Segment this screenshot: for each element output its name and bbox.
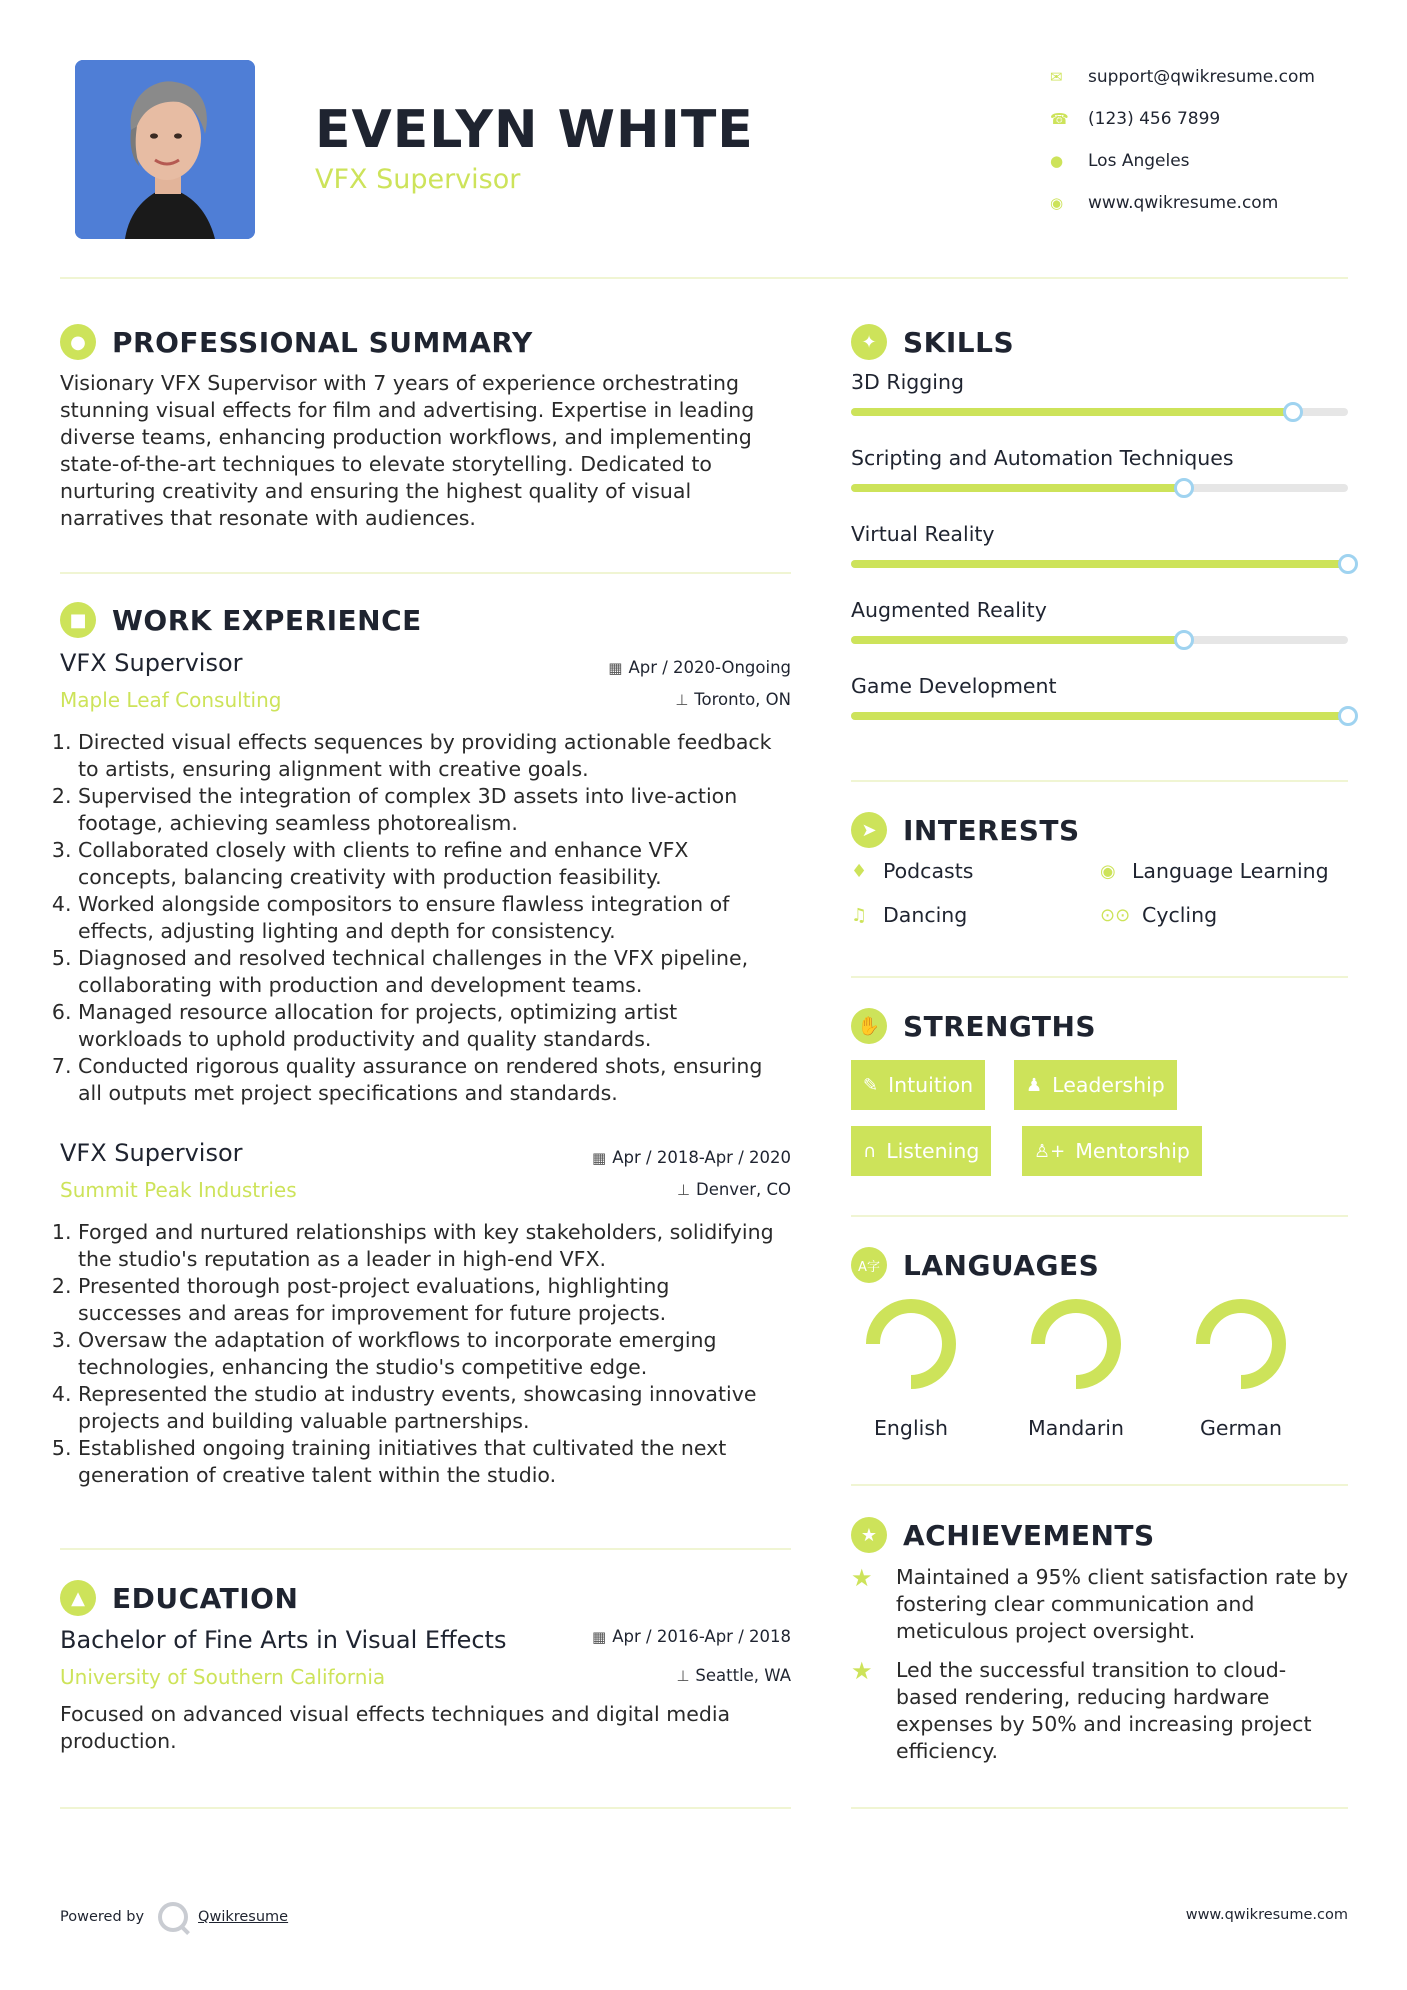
summary-title: PROFESSIONAL SUMMARY	[112, 325, 533, 359]
language-ring-arc	[873, 1306, 949, 1382]
microphone-icon: ♦	[851, 860, 868, 882]
education-dates-text: Apr / 2016-Apr / 2018	[612, 1627, 791, 1646]
list-item	[78, 783, 800, 837]
strength-tag	[1022, 1126, 1202, 1176]
skill-name: Virtual Reality	[851, 522, 995, 546]
list-item	[78, 1053, 800, 1107]
achievement-line: based rendering, reducing hardware	[896, 1685, 1270, 1709]
list-item	[78, 999, 800, 1053]
job-location	[675, 690, 791, 709]
contact-website-text: www.qwikresume.com	[1088, 193, 1279, 213]
language-ring-arc	[1203, 1306, 1279, 1382]
skill-knob	[1174, 478, 1194, 498]
skill-track	[851, 560, 1348, 568]
skill-item	[851, 370, 1348, 416]
achievement-line: Maintained a 95% client satisfaction rate by	[896, 1565, 1349, 1589]
bullet-line: to artists, ensuring alignment with creative goals.	[78, 757, 589, 781]
bullet-line: 5. Established ongoing training initiatives that cultivated the next	[78, 1436, 727, 1460]
strengths-heading	[851, 1008, 1096, 1044]
job-company: Summit Peak Industries	[60, 1178, 297, 1202]
summary-line: stunning visual effects for film and advertising. Expertise in leading	[60, 398, 755, 422]
contact-phone-text: (123) 456 7899	[1088, 109, 1221, 129]
education-location-text: Seattle, WA	[695, 1666, 791, 1685]
achievement-line: efficiency.	[896, 1739, 998, 1763]
list-item	[78, 729, 800, 783]
contact-email-text: support@qwikresume.com	[1088, 67, 1315, 87]
headphones-icon: ∩	[863, 1140, 877, 1162]
job-location	[677, 1180, 791, 1199]
job-title: VFX Supervisor	[60, 649, 243, 677]
job-bullets	[60, 729, 800, 1107]
footer-url[interactable]: www.qwikresume.com	[1185, 1907, 1348, 1923]
skill-fill	[851, 560, 1348, 568]
education-degree: Bachelor of Fine Arts in Visual Effects	[60, 1626, 507, 1654]
interest-item	[851, 903, 967, 927]
graduation-cap-icon: ▲	[60, 1580, 96, 1616]
bullet-line: technologies, enhancing the studio's competitive edge.	[78, 1355, 648, 1379]
bullet-line: 6. Managed resource allocation for projects, optimizing artist	[78, 1000, 678, 1024]
education-divider	[60, 1807, 791, 1809]
powered-by-label: Powered by	[60, 1909, 145, 1925]
achievement-text	[896, 1564, 1348, 1645]
skill-name: 3D Rigging	[851, 370, 965, 394]
strength-label: Listening	[886, 1139, 980, 1163]
bullet-line: 3. Oversaw the adaptation of workflows to incorporate emerging	[78, 1328, 717, 1352]
contact-location-text: Los Angeles	[1088, 151, 1190, 171]
magic-wand-icon: ✎	[863, 1074, 879, 1096]
list-item	[78, 1327, 800, 1381]
star-icon: ★	[851, 1564, 873, 1592]
list-item	[78, 837, 800, 891]
summary-line: nurturing creativity and ensuring the highest quality of visual	[60, 479, 692, 503]
calendar-icon: ▦	[592, 1149, 607, 1167]
language-ring	[1030, 1298, 1122, 1390]
list-item	[78, 891, 800, 945]
job-dates	[608, 658, 791, 677]
bullet-line: 3. Collaborated closely with clients to refine and enhance VFX	[78, 838, 689, 862]
bullet-line: generation of creative talent within the studio.	[78, 1463, 557, 1487]
qwikresume-logo-icon	[158, 1902, 188, 1932]
summary-line: Visionary VFX Supervisor with 7 years of experience orchestrating	[60, 371, 740, 395]
qwikresume-link[interactable]: Qwikresume	[198, 1909, 289, 1925]
languages-divider	[851, 1484, 1348, 1486]
list-item	[78, 945, 800, 999]
bullet-line: 1. Directed visual effects sequences by providing actionable feedback	[78, 730, 772, 754]
skills-title: SKILLS	[903, 325, 1015, 359]
education-description	[60, 1701, 800, 1755]
interests-title: INTERESTS	[903, 813, 1080, 847]
bullet-line: footage, achieving seamless photorealism.	[78, 811, 518, 835]
education-dates	[592, 1627, 791, 1646]
pushpin-icon: ⊥	[676, 1667, 690, 1685]
contact-website[interactable]	[1050, 182, 1315, 224]
skills-divider	[851, 780, 1348, 782]
skill-name: Augmented Reality	[851, 598, 1047, 622]
work-divider	[60, 1548, 791, 1550]
language-item	[1176, 1298, 1306, 1440]
summary-line: diverse teams, enhancing production workflows, and implementing	[60, 425, 752, 449]
summary-divider	[60, 572, 791, 574]
bullet-line: 2. Supervised the integration of complex 3D assets into live-action	[78, 784, 738, 808]
skill-knob	[1174, 630, 1194, 650]
achievement-line: fostering clear communication and	[896, 1592, 1255, 1616]
job-bullets	[60, 1219, 800, 1489]
bullet-line: the studio's reputation as a leader in high-end VFX.	[78, 1247, 607, 1271]
skill-fill	[851, 408, 1293, 416]
summary-line: state-of-the-art techniques to elevate storytelling. Dedicated to	[60, 452, 712, 476]
skills-heading	[851, 324, 1014, 360]
work-heading	[60, 602, 422, 638]
location-pin-icon: ●	[1050, 152, 1064, 170]
bullet-line: projects and building valuable partnerships.	[78, 1409, 530, 1433]
bullet-line: effects, adjusting lighting and depth for consistency.	[78, 919, 616, 943]
pushpin-icon: ⊥	[676, 1181, 690, 1199]
achievement-item	[851, 1657, 1351, 1765]
achievements-divider	[851, 1807, 1348, 1809]
interest-label: Cycling	[1142, 903, 1218, 927]
education-title: EDUCATION	[112, 1581, 299, 1615]
interest-label: Dancing	[883, 903, 968, 927]
language-item	[846, 1298, 976, 1440]
bullet-line: successes and areas for improvement for future projects.	[78, 1301, 667, 1325]
interest-item	[1100, 903, 1217, 927]
skill-item	[851, 522, 1348, 568]
contact-location	[1050, 140, 1315, 182]
education-location	[676, 1666, 791, 1685]
work-title: WORK EXPERIENCE	[112, 603, 422, 637]
list-item	[78, 1435, 800, 1489]
skill-name: Game Development	[851, 674, 1057, 698]
skill-item	[851, 674, 1348, 720]
education-school: University of Southern California	[60, 1665, 386, 1689]
education-line: production.	[60, 1729, 177, 1753]
job-dates	[592, 1148, 791, 1167]
footer-powered-by	[60, 1902, 288, 1932]
summary-text	[60, 370, 800, 532]
summary-heading	[60, 324, 533, 360]
skill-name: Scripting and Automation Techniques	[851, 446, 1234, 470]
contact-email[interactable]	[1050, 56, 1315, 98]
bullet-line: concepts, balancing creativity with production feasibility.	[78, 865, 662, 889]
hand-icon: ✋	[851, 1008, 887, 1044]
bullet-line: collaborating with production and development teams.	[78, 973, 643, 997]
strength-label: Intuition	[888, 1073, 974, 1097]
skill-track	[851, 712, 1348, 720]
skill-fill	[851, 712, 1348, 720]
job-location-text: Denver, CO	[695, 1180, 791, 1199]
skill-track	[851, 408, 1348, 416]
education-heading	[60, 1580, 298, 1616]
list-item	[78, 1273, 800, 1327]
skill-fill	[851, 636, 1184, 644]
envelope-icon: ✉	[1050, 68, 1063, 86]
skill-knob	[1338, 554, 1358, 574]
languages-heading	[851, 1247, 1099, 1283]
strength-label: Leadership	[1052, 1073, 1165, 1097]
list-item	[78, 1381, 800, 1435]
profile-photo	[75, 60, 255, 239]
candidate-title: VFX Supervisor	[315, 164, 521, 195]
achievements-heading	[851, 1517, 1155, 1553]
bullet-line: 1. Forged and nurtured relationships with key stakeholders, solidifying	[78, 1220, 774, 1244]
bullet-line: 5. Diagnosed and resolved technical challenges in the VFX pipeline,	[78, 946, 749, 970]
strength-tag	[851, 1060, 985, 1110]
skill-item	[851, 598, 1348, 644]
lightbulb-icon: ✦	[851, 324, 887, 360]
skill-track	[851, 484, 1348, 492]
job-dates-text: Apr / 2018-Apr / 2020	[612, 1148, 791, 1167]
job-company: Maple Leaf Consulting	[60, 688, 282, 712]
pushpin-icon: ⊥	[675, 691, 689, 709]
languages-title: LANGUAGES	[903, 1248, 1100, 1282]
achievement-line: Led the successful transition to cloud-	[896, 1658, 1287, 1682]
bullet-line: 4. Represented the studio at industry events, showcasing innovative	[78, 1382, 757, 1406]
users-icon: ♟	[1026, 1074, 1043, 1096]
skill-knob	[1338, 706, 1358, 726]
list-item	[78, 1219, 800, 1273]
bullet-line: 4. Worked alongside compositors to ensure flawless integration of	[78, 892, 730, 916]
interest-item	[1100, 859, 1329, 883]
language-ring	[1195, 1298, 1287, 1390]
job-title: VFX Supervisor	[60, 1139, 243, 1167]
bullet-line: workloads to uphold productivity and quality standards.	[78, 1027, 652, 1051]
skill-knob	[1283, 402, 1303, 422]
globe-icon: ◉	[1050, 194, 1064, 212]
achievement-item	[851, 1564, 1351, 1645]
star-icon: ★	[851, 1657, 873, 1685]
language-icon: A字	[851, 1247, 887, 1283]
header-divider	[60, 277, 1348, 279]
achievement-line: expenses by 50% and increasing project	[896, 1712, 1312, 1736]
job-dates-text: Apr / 2020-Ongoing	[628, 658, 791, 677]
star-badge-icon: ★	[851, 1517, 887, 1553]
achievement-line: meticulous project oversight.	[896, 1619, 1196, 1643]
bicycle-icon: ⊙⊙	[1100, 904, 1131, 926]
achievements-title: ACHIEVEMENTS	[903, 1518, 1155, 1552]
strength-tag	[851, 1126, 991, 1176]
contact-phone[interactable]	[1050, 98, 1315, 140]
bullet-line: all outputs met project specifications and standards.	[78, 1081, 618, 1105]
skill-fill	[851, 484, 1184, 492]
job-location-text: Toronto, ON	[694, 690, 791, 709]
interests-heading	[851, 812, 1080, 848]
achievement-text	[896, 1657, 1311, 1765]
briefcase-icon: ■	[60, 602, 96, 638]
language-name: German	[1199, 1416, 1283, 1440]
contact-list	[1050, 56, 1315, 224]
phone-icon: ☎	[1050, 110, 1069, 128]
strengths-title: STRENGTHS	[903, 1009, 1097, 1043]
interest-label: Language Learning	[1132, 859, 1329, 883]
language-ring	[865, 1298, 957, 1390]
education-line: Focused on advanced visual effects techniques and digital media	[60, 1702, 731, 1726]
strengths-divider	[851, 1215, 1348, 1217]
globe-icon: ◉	[1100, 860, 1116, 882]
candidate-name: EVELYN WHITE	[315, 100, 754, 160]
user-plus-icon: ♙+	[1034, 1140, 1066, 1162]
language-ring-arc	[1038, 1306, 1114, 1382]
language-item	[1011, 1298, 1141, 1440]
user-icon: ●	[60, 324, 96, 360]
calendar-icon: ▦	[608, 659, 623, 677]
summary-line: narratives that resonate with audiences.	[60, 506, 476, 530]
paper-plane-icon: ➤	[851, 812, 887, 848]
interest-item	[851, 859, 973, 883]
music-note-icon: ♫	[851, 904, 868, 926]
strength-tag	[1014, 1060, 1177, 1110]
bullet-line: 2. Presented thorough post-project evaluations, highlighting	[78, 1274, 670, 1298]
calendar-icon: ▦	[592, 1628, 607, 1646]
strength-label: Mentorship	[1075, 1139, 1190, 1163]
language-name: English	[873, 1416, 949, 1440]
language-name: Mandarin	[1028, 1416, 1124, 1440]
interest-label: Podcasts	[883, 859, 974, 883]
skill-item	[851, 446, 1348, 492]
interests-divider	[851, 976, 1348, 978]
skill-track	[851, 636, 1348, 644]
bullet-line: 7. Conducted rigorous quality assurance on rendered shots, ensuring	[78, 1054, 763, 1078]
